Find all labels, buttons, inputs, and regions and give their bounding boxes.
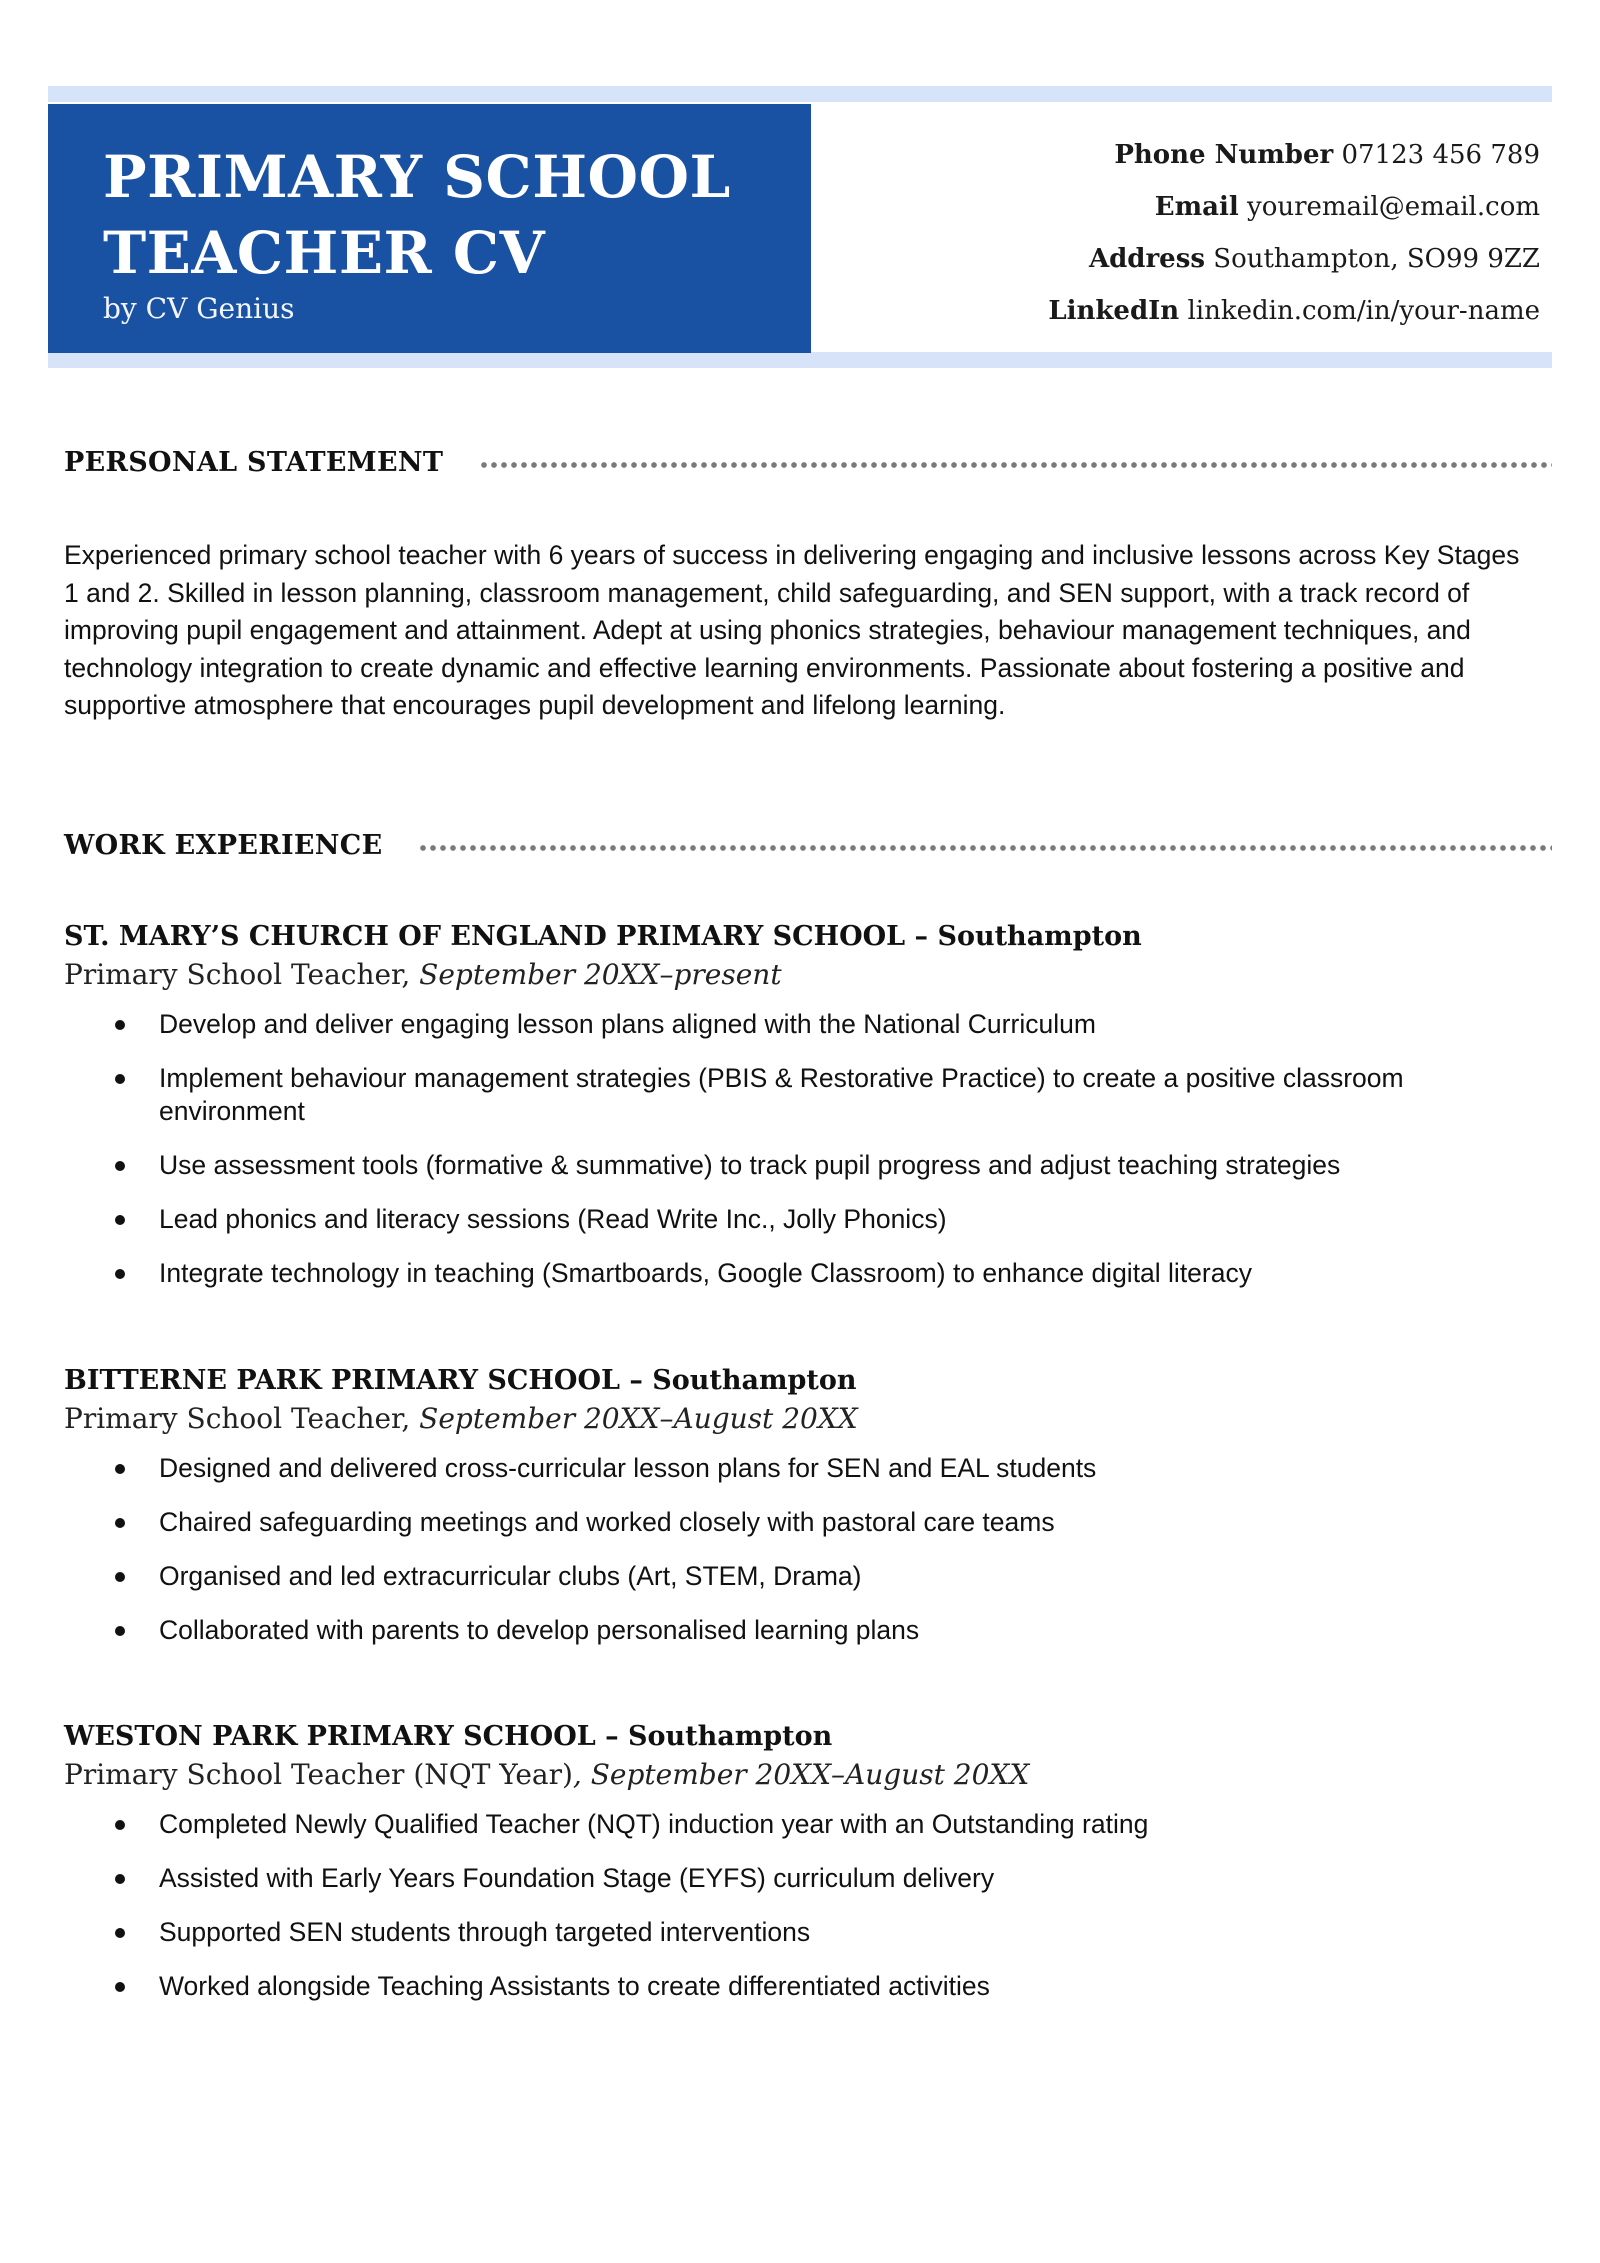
page-title [103,139,811,291]
job-title: Primary School Teacher, [64,958,420,991]
list-item: Worked alongside Teaching Assistants to create differentiated activities [64,1970,1544,2003]
job-employer: ST. MARY’S CHURCH OF ENGLAND PRIMARY SCHOOL – Southampton [64,921,1142,952]
contact-email-label: Email [1154,192,1239,222]
contact-linkedin [1048,285,1540,337]
list-item: Organised and led extracurricular clubs (Art, STEM, Drama) [64,1560,1544,1593]
list-item: Collaborated with parents to develop personalised learning plans [64,1614,1544,1647]
title-line-1: PRIMARY SCHOOL [103,143,731,211]
job-employer: WESTON PARK PRIMARY SCHOOL – Southampton [64,1721,833,1752]
header-title-block [48,104,811,353]
job-dates: September 20XX–August 20XX [419,1402,858,1435]
job-duties-list [64,1808,1544,2003]
list-item: Chaired safeguarding meetings and worked closely with pastoral care teams [64,1506,1544,1539]
job-employer: BITTERNE PARK PRIMARY SCHOOL – Southampton [64,1365,857,1396]
contact-address-value: Southampton, SO99 9ZZ [1213,244,1540,274]
job-duties-list [64,1452,1544,1647]
contact-linkedin-label: LinkedIn [1048,296,1180,326]
section-divider [418,845,1552,851]
personal-statement-text: Experienced primary school teacher with 6 years of success in delivering engaging and inclusive lessons across Key Stages 1 and 2. Skilled in lesson planning, classroom management, child safeguarding, and SEN support, with a track record of improving pupil engagement and attainment. Adept at using phonics strategies, behaviour management techniques, and technology integration to create dynamic and effective learning environments. Passionate about fostering a positive and supportive atmosphere that encourages pupil development and lifelong learning. [64,540,1520,720]
contact-address [1048,233,1540,285]
list-item: Lead phonics and literacy sessions (Read Write Inc., Jolly Phonics) [64,1203,1544,1236]
contact-email-value: youremail@email.com [1247,192,1540,222]
job-entry-3 [64,1718,1544,2024]
job-entry-1 [64,918,1544,1311]
work-experience-heading [64,830,1552,861]
job-role [64,956,1544,994]
contact-address-label: Address [1088,244,1205,274]
job-role [64,1400,1544,1438]
job-entry-2 [64,1362,1544,1668]
section-divider [479,462,1552,468]
list-item: Supported SEN students through targeted interventions [64,1916,1544,1949]
job-duties-list [64,1008,1544,1290]
list-item: Designed and delivered cross-curricular lesson plans for SEN and EAL students [64,1452,1544,1485]
contact-phone [1048,129,1540,181]
personal-statement-title: PERSONAL STATEMENT [64,447,444,478]
job-dates: , September 20XX–August 20XX [572,1758,1030,1791]
job-title: Primary School Teacher (NQT Year) [64,1758,573,1791]
contact-phone-value: 07123 456 789 [1341,140,1540,170]
contact-linkedin-value: linkedin.com/in/your-name [1187,296,1540,326]
list-item: Completed Newly Qualified Teacher (NQT) induction year with an Outstanding rating [64,1808,1544,1841]
list-item: Use assessment tools (formative & summative) to track pupil progress and adjust teaching strategies [64,1149,1544,1182]
title-line-2: TEACHER CV [103,219,546,287]
list-item: Implement behaviour management strategies (PBIS & Restorative Practice) to create a positive classroom environment [64,1062,1544,1128]
page-subtitle: by CV Genius [103,292,295,325]
list-item: Integrate technology in teaching (Smartboards, Google Classroom) to enhance digital literacy [64,1257,1544,1290]
job-dates: September 20XX–present [419,958,782,991]
job-role [64,1756,1544,1794]
contact-details [1048,129,1540,337]
contact-email [1048,181,1540,233]
personal-statement-heading [64,447,1552,478]
work-experience-title: WORK EXPERIENCE [64,830,383,861]
job-title: Primary School Teacher, [64,1402,420,1435]
contact-phone-label: Phone Number [1114,140,1334,170]
list-item: Develop and deliver engaging lesson plans aligned with the National Curriculum [64,1008,1544,1041]
list-item: Assisted with Early Years Foundation Stage (EYFS) curriculum delivery [64,1862,1544,1895]
